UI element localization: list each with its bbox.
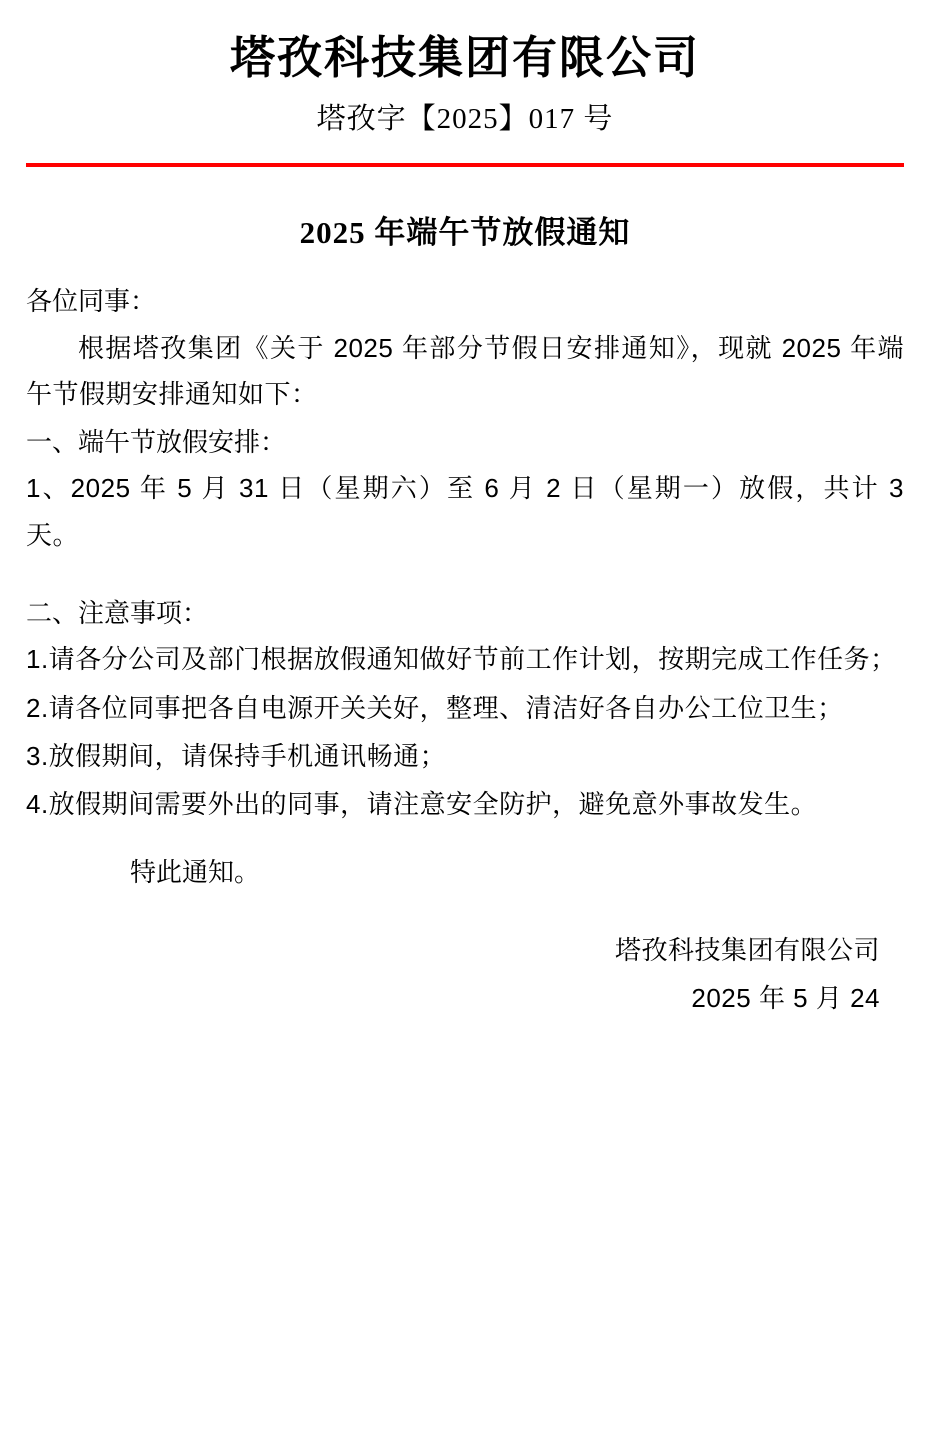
section-item-note-2: 2.请各位同事把各自电源开关关好，整理、清洁好各自办公工位卫生； — [26, 692, 844, 723]
signature-date: 2025 年 5 月 24 — [691, 982, 880, 1013]
section-item-note-4: 4.放假期间需要外出的同事，请注意安全防护，避免意外事故发生。 — [26, 789, 818, 820]
salutation: 各位同事： — [26, 286, 157, 317]
red-divider-rule — [26, 163, 904, 167]
section-item-note-1: 1.请各分公司及部门根据放假通知做好节前工作计划，按期完成工作任务； — [26, 644, 897, 675]
section-spacer — [26, 560, 904, 590]
section-item-note-3: 3.放假期间，请保持手机通讯畅通； — [26, 740, 447, 771]
signature-organization: 塔孜科技集团有限公司 — [614, 934, 880, 965]
company-name: 塔孜科技集团有限公司 — [229, 33, 700, 83]
closing-statement: 特此通知。 — [130, 857, 261, 888]
page-title: 2025 年端午节放假通知 — [299, 215, 631, 251]
letterhead — [26, 30, 904, 139]
section-heading-holiday-arrangement: 一、端午节放假安排： — [26, 427, 287, 458]
section-heading-notes: 二、注意事项： — [26, 597, 209, 628]
document-number: 塔孜字【2025】017 号 — [316, 103, 614, 136]
section-item-holiday-dates: 1、2025 年 5 月 31 日（星期六）至 6 月 2 日（星期一）放假，共计 3 天。 — [26, 473, 904, 550]
signature-block — [26, 926, 904, 1022]
intro-paragraph: 根据塔孜集团《关于 2025 年部分节假日安排通知》，现就 2025 年端午节假期安排通知如下： — [26, 332, 904, 409]
